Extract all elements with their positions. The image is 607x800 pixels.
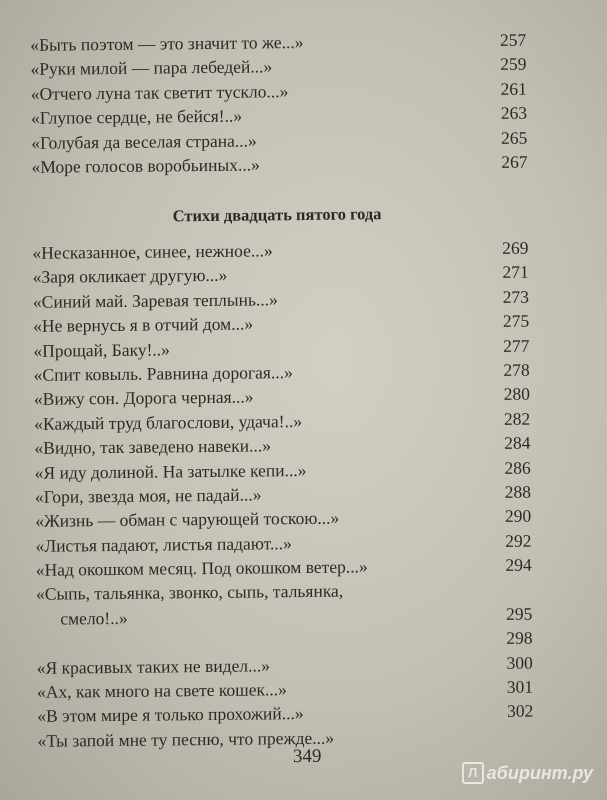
toc-entry-page: 284 — [504, 432, 531, 454]
toc-entry-page: 257 — [499, 29, 527, 50]
toc-entry-page: 273 — [502, 286, 530, 307]
labirint-logo-icon: Л — [462, 762, 484, 784]
toc-entry-page: 271 — [502, 262, 529, 283]
toc-entry-title: «Листья падают, листья падают...» — [35, 532, 292, 556]
toc-entry-title: «Видно, так заведено навеки...» — [34, 435, 271, 458]
toc-entry-page: 295 — [505, 603, 533, 624]
toc-entry-page: 290 — [504, 505, 532, 527]
toc-entry-page: 280 — [503, 383, 531, 405]
toc-entry-title: смело!..» — [60, 607, 128, 629]
page-number: 349 — [292, 745, 322, 768]
toc-entry-page: 263 — [500, 102, 528, 124]
toc-entry-page: 265 — [500, 127, 528, 148]
toc-entry-page: 288 — [504, 481, 532, 502]
toc-entry-page: 278 — [503, 359, 530, 380]
toc-entry-page: 269 — [502, 237, 529, 258]
toc-entry-title: «Я красивых таких не видел...» — [36, 655, 271, 678]
toc-entry-page: 292 — [505, 530, 532, 551]
toc-entry-page: 259 — [500, 54, 527, 75]
toc-entry — [25, 150, 527, 180]
toc-entry-title: «Жизнь — обман с чарующей тоскою...» — [35, 507, 340, 532]
toc-entry-title: «Заря окликает другую...» — [32, 265, 228, 288]
toc-entry-title: «Несказанное, синее, нежное...» — [32, 240, 273, 263]
section-heading: Стихи двадцать пятого года — [172, 204, 382, 226]
toc-list-top — [24, 28, 528, 180]
toc-entry-title: «Море голосов воробьиных...» — [31, 154, 260, 177]
toc-entry-title: «Я иду долиной. На затылке кепи...» — [34, 459, 307, 483]
toc-entry-title: «Отчего луна так светит тускло...» — [30, 80, 289, 104]
toc-entry-title: «Быть поэтом — это значит то же...» — [30, 31, 304, 55]
toc-entry-title: «Над окошком месяц. Под окошком ветер...» — [35, 556, 368, 580]
toc-entry-title: «Спит ковыль. Равнина дорогая...» — [33, 362, 293, 385]
toc-entry-title: «Не вернусь я в отчий дом...» — [33, 313, 254, 336]
toc-entry-page: 267 — [501, 151, 528, 172]
toc-entry-title: «Гори, звезда моя, не падай...» — [34, 484, 262, 507]
watermark-text: абиринт.ру — [486, 762, 593, 783]
toc-entry-page: 301 — [506, 676, 534, 697]
toc-entry-page: 302 — [506, 701, 534, 722]
toc-entry-title: «Глупое сердце, не бейся!..» — [30, 105, 243, 129]
toc-entry-page: 277 — [503, 335, 530, 356]
toc-entry-page: 300 — [506, 652, 533, 673]
toc-entry-page: 286 — [504, 457, 531, 478]
toc-entry-title: «Ах, как много на свете кошек...» — [36, 679, 287, 702]
toc-entry-title: «В этом мире я только прохожий...» — [37, 703, 304, 727]
toc-entry-page: 282 — [503, 408, 531, 429]
toc-entry-page: 294 — [505, 554, 532, 575]
toc-entry-title: «Сыпь, тальянка, звонко, сыпь, тальянка, — [35, 581, 344, 605]
toc-entry-title: «Руки милой — пара лебедей...» — [30, 56, 273, 80]
toc-entry-title: «Прощай, Баку!..» — [33, 338, 170, 361]
toc-entry-title: «Вижу сон. Дорога черная...» — [33, 386, 254, 410]
toc-entry-title: «Каждый труд благослови, удача!..» — [34, 410, 303, 434]
toc-entry-title: «Ты запой мне ту песню, что прежде...» — [37, 727, 335, 751]
toc-list-main — [26, 236, 533, 753]
toc-entry-page: 275 — [502, 310, 530, 332]
toc-entry-title: «Синий май. Заревая теплынь...» — [32, 289, 278, 312]
toc-entry-page: 261 — [500, 78, 527, 99]
watermark-logo — [462, 762, 593, 784]
toc-entry-title: «Голубая да веселая страна...» — [31, 130, 257, 153]
toc-entry-page: 298 — [506, 627, 533, 649]
